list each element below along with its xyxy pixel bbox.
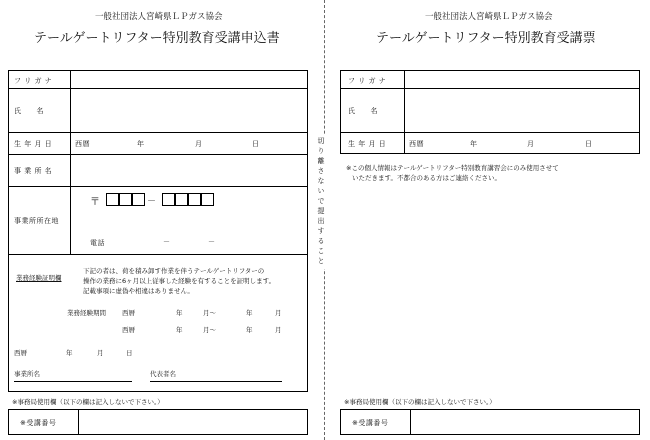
receipt-no-label: ※受講番号 xyxy=(20,419,57,427)
privacy-notice-line: いただきます。不都合のある方はご連絡ください。 xyxy=(352,174,501,182)
sig-rep-underline xyxy=(150,381,282,382)
birthdate-label: 生 年 月 日 xyxy=(14,140,53,148)
sig-rep-label: 代表者名 xyxy=(150,370,176,378)
right-form-title: テールゲートリフター特別教育受講票 xyxy=(376,31,596,46)
right-org-name: 一般社団法人宮崎県ＬＰガス協会 xyxy=(425,12,553,22)
postal-mark: 〒 xyxy=(90,197,100,208)
date-era: 西暦 xyxy=(14,349,27,357)
office-use-note: ※事務局使用欄（以下の欄は記入しないで下さい。） xyxy=(12,398,164,406)
postal-digit-box[interactable] xyxy=(162,193,175,206)
exp-year-unit: 年 xyxy=(176,309,183,317)
phone-label: 電話 xyxy=(90,239,105,247)
cert-text-line: 記載事項に虚偽や相違はありません。 xyxy=(83,287,194,295)
phone-dash: － xyxy=(208,238,216,246)
postal-digit-box[interactable] xyxy=(106,193,119,206)
right-birth-year-unit: 年 xyxy=(470,140,478,148)
privacy-notice-line: ※この個人情報はテールゲートリフター特別教育講習会にのみ使用させて xyxy=(346,164,559,172)
left-org-name: 一般社団法人宮崎県ＬＰガス協会 xyxy=(95,12,223,22)
birth-year-unit: 年 xyxy=(137,140,145,148)
postal-digit-box[interactable] xyxy=(201,193,214,206)
postal-digit-box[interactable] xyxy=(132,193,145,206)
right-birth-era: 西暦 xyxy=(409,140,424,148)
postal-digit-box[interactable] xyxy=(119,193,132,206)
left-form-title: テールゲートリフター特別教育受講申込書 xyxy=(34,31,280,46)
postal-digit-box[interactable] xyxy=(175,193,188,206)
birth-era: 西暦 xyxy=(75,140,90,148)
name-label: 氏 名 xyxy=(14,107,44,115)
exp-month-tilde: 月～ xyxy=(203,309,216,317)
date-year-unit: 年 xyxy=(66,349,73,357)
right-name-label: 氏 名 xyxy=(348,107,378,115)
exp-period-label: 業務経験期間 xyxy=(67,309,106,317)
right-birthdate-label: 生 年 月 日 xyxy=(348,140,387,148)
birth-day-unit: 日 xyxy=(252,140,260,148)
name-field[interactable] xyxy=(71,89,307,131)
office-name-label: 事 業 所 名 xyxy=(14,167,53,175)
right-receipt-no-label: ※受講番号 xyxy=(352,419,389,427)
postal-dash: － xyxy=(147,197,157,207)
postal-digit-box[interactable] xyxy=(188,193,201,206)
exp-month-unit: 月 xyxy=(275,326,282,334)
sig-office-underline xyxy=(14,381,132,382)
sig-office-label: 事業所名 xyxy=(14,370,40,378)
date-month-unit: 月 xyxy=(97,349,104,357)
right-birth-month-unit: 月 xyxy=(527,140,535,148)
right-furigana-label: フ リ ガ ナ xyxy=(348,77,387,85)
exp-month-tilde: 月～ xyxy=(203,326,216,334)
furigana-label: フ リ ガ ナ xyxy=(14,77,53,85)
office-address-label: 事業所所在地 xyxy=(14,217,59,225)
right-name-field[interactable] xyxy=(405,89,639,131)
exp-era: 西暦 xyxy=(122,309,135,317)
exp-month-unit: 月 xyxy=(275,309,282,317)
birth-month-unit: 月 xyxy=(195,140,203,148)
exp-era: 西暦 xyxy=(122,326,135,334)
cert-section-title: 業務経験証明欄 xyxy=(16,274,62,282)
phone-dash: － xyxy=(163,238,171,246)
right-office-use-note: ※事務局使用欄（以下の欄は記入しないで下さい。） xyxy=(344,398,496,406)
cert-text-line: 下記の者は、荷を積み卸す作業を伴うテールゲートリフターの xyxy=(83,267,265,275)
exp-year-unit: 年 xyxy=(246,309,253,317)
exp-year-unit: 年 xyxy=(176,326,183,334)
exp-year-unit: 年 xyxy=(246,326,253,334)
cert-text-line: 操作の業務に6ヶ月以上従事した経験を有することを証明します。 xyxy=(83,277,276,285)
cut-line-text: 切り離さないで提出すること xyxy=(317,137,325,267)
date-day-unit: 日 xyxy=(126,349,133,357)
right-birth-day-unit: 日 xyxy=(585,140,593,148)
office-name-field[interactable] xyxy=(71,155,307,185)
